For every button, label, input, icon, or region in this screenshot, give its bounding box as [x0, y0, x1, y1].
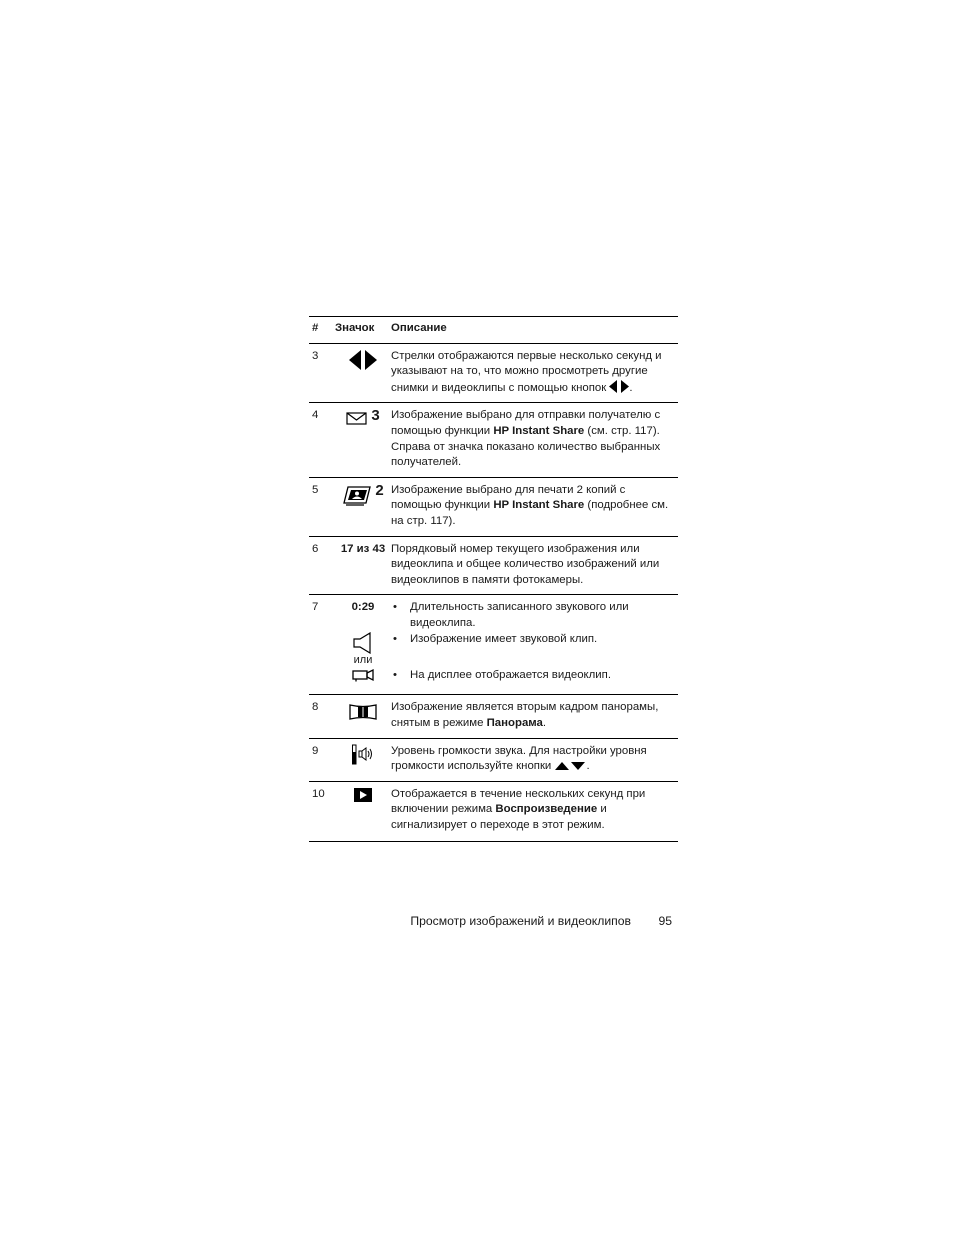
row-num: 9 [309, 738, 335, 781]
row-icon [335, 781, 391, 842]
envelope-icon [346, 410, 368, 426]
table-row [309, 403, 678, 477]
footer-title: Просмотр изображений и видеоклипов [410, 914, 631, 928]
header-icon: Значок [335, 317, 391, 344]
image-counter: 17 из 43 [335, 536, 391, 595]
row-num: 3 [309, 343, 335, 403]
row-num: 4 [309, 403, 335, 477]
header-num: # [309, 317, 335, 344]
duration-label: 0:29 [351, 601, 375, 614]
list-item: • Изображение имеет звуковой клип. [391, 632, 678, 668]
copies-count: 2 [375, 481, 384, 499]
row-num: 7 [309, 595, 335, 695]
or-label: или [353, 654, 373, 667]
video-camera-icon [352, 668, 374, 682]
table-row [309, 781, 678, 842]
list-item: • На дисплее отображается видеоклип. [391, 668, 678, 688]
row-desc: Изображение выбрано для отправки получателю с помощью функции HP Instant Share (см. стр. 117). Справа от значка показано количество выбранных получателей. [391, 403, 678, 477]
row-desc: Стрелки отображаются первые несколько секунд и указывают на то, что можно просмотреть другие снимки и видеоклипы с помощью кнопок . [391, 343, 678, 403]
up-down-buttons-icon [554, 760, 586, 771]
playback-icon [354, 788, 372, 802]
page-number: 95 [658, 914, 672, 928]
row-icon [335, 738, 391, 781]
row-icon [335, 343, 391, 403]
table-row [309, 343, 678, 403]
row-desc: Уровень громкости звука. Для настройки уровня громкости используйте кнопки . [391, 738, 678, 781]
recipient-count: 3 [371, 407, 380, 425]
row-desc: Порядковый номер текущего изображения или видеоклипа и общее количество изображений или видеоклипов в памяти фотокамеры. [391, 536, 678, 595]
row-num: 5 [309, 477, 335, 536]
table-row [309, 477, 678, 536]
table-header [309, 317, 678, 344]
table-row [309, 595, 678, 695]
row-icon [335, 695, 391, 738]
panorama-icon [349, 704, 377, 720]
row-desc [391, 595, 678, 695]
volume-level-icon [351, 744, 375, 766]
icon-table [309, 316, 678, 842]
row-num: 6 [309, 536, 335, 595]
row-num: 10 [309, 781, 335, 842]
list-item: • Длительность записанного звукового или видеоклипа. [391, 600, 678, 632]
row-icon [335, 477, 391, 536]
row-desc: Изображение является вторым кадром панорамы, снятым в режиме Панорама. [391, 695, 678, 738]
speaker-icon [352, 632, 374, 654]
row-desc: Отображается в течение нескольких секунд при включении режима Воспроизведение и сигнализирует о переходе в этот режим. [391, 781, 678, 842]
left-right-arrows-icon [348, 349, 378, 371]
table-row [309, 536, 678, 595]
print-icon [342, 483, 372, 507]
bullet-list [391, 600, 678, 688]
left-right-buttons-icon [609, 380, 629, 393]
row-icon [335, 403, 391, 477]
table-row [309, 695, 678, 738]
page-content [309, 316, 678, 842]
row-num: 8 [309, 695, 335, 738]
row-icon [335, 595, 391, 695]
table-row [309, 738, 678, 781]
row-desc: Изображение выбрано для печати 2 копий с помощью функции HP Instant Share (подробнее см. на стр. 117). [391, 477, 678, 536]
header-desc: Описание [391, 317, 678, 344]
